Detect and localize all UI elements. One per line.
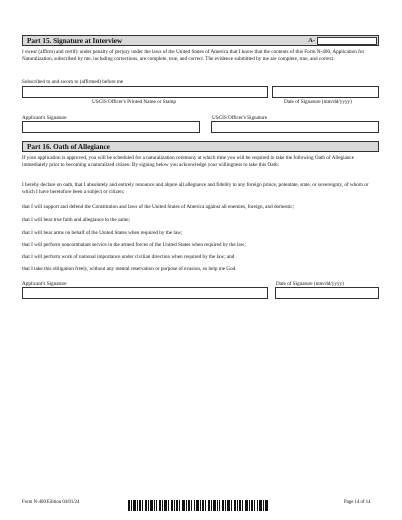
a-number-group (308, 36, 377, 45)
part16-header (22, 141, 379, 152)
part16-date-field[interactable] (275, 287, 379, 299)
part16-applicant-signature-field[interactable] (22, 287, 268, 299)
officer-name-field[interactable] (22, 86, 268, 98)
page-number: Page 14 of 14 (344, 500, 371, 505)
officer-date-label: Date of Signature (mm/dd/yyyy) (284, 99, 352, 105)
oath-line-5: that I will perform noncombatant service in the armed forces of the United States when required by the law; (22, 242, 246, 248)
a-number-prefix: A- (308, 37, 315, 44)
oath-line-1: I hereby declare on oath, that I absolutely and entirely renounce and abjure all allegiance and fidelity to any foreign prince, potentate, state, or sovereignty, of whom or which I have heretofore been a subject or citizen; (22, 182, 369, 195)
part15-title: Part 15. Signature at Interview (27, 37, 123, 45)
officer-signature-label: USCIS Officer's Signature (212, 115, 268, 121)
oath-line-3: that I will bear true faith and allegiance to the same; (22, 217, 131, 223)
oath-line-7: that I take this obligation freely, without any mental reservation or purpose of evasion, so help me God. (22, 266, 237, 272)
part16-applicant-signature-label: Applicant's Signature (22, 281, 67, 287)
part15-applicant-signature-label: Applicant's Signature (22, 115, 67, 121)
barcode-image (128, 500, 268, 511)
a-number-field[interactable] (317, 37, 377, 45)
officer-name-label: USCIS Officer's Printed Name or Stamp (92, 99, 176, 105)
oath-line-4: that I will bear arms on behalf of the United States when required by the law; (22, 230, 183, 236)
officer-signature-field[interactable] (211, 121, 379, 133)
oath-intro-text: If your application is approved, you will be scheduled for a naturalization ceremony at which time you will be required to take the following Oath of Allegiance immediately prior to becoming a naturalized citizen. By signing below you acknowledge your willingness to take this Oath: (22, 155, 355, 168)
part16-title: Part 16. Oath of Allegiance (27, 143, 110, 151)
part15-certification-text: I swear (affirm) and certify under penalty of perjury under the laws of the United States of America that I know that the contents of this Form N-400, Application for Naturalization, subscribed by me, including corrections, are complete, true, and correct. The evidence submitted by me are complete, true, and correct. (22, 49, 365, 62)
oath-line-2: that I will support and defend the Constitution and laws of the United States of America against all enemies, foreign, and domestic; (22, 204, 295, 210)
subscribed-label: Subscribed to and sworn to (affirmed) before me (22, 79, 124, 85)
part16-date-label: Date of Signature (mm/dd/yyyy) (276, 281, 344, 287)
part15-applicant-signature-field[interactable] (22, 121, 200, 133)
oath-line-6: that I will perform work of national importance under civilian direction when required by the law; and (22, 254, 235, 260)
part15-header (22, 35, 379, 46)
form-edition: Form N-400 Edition 04/01/24 (22, 500, 80, 505)
officer-date-field[interactable] (272, 86, 379, 98)
